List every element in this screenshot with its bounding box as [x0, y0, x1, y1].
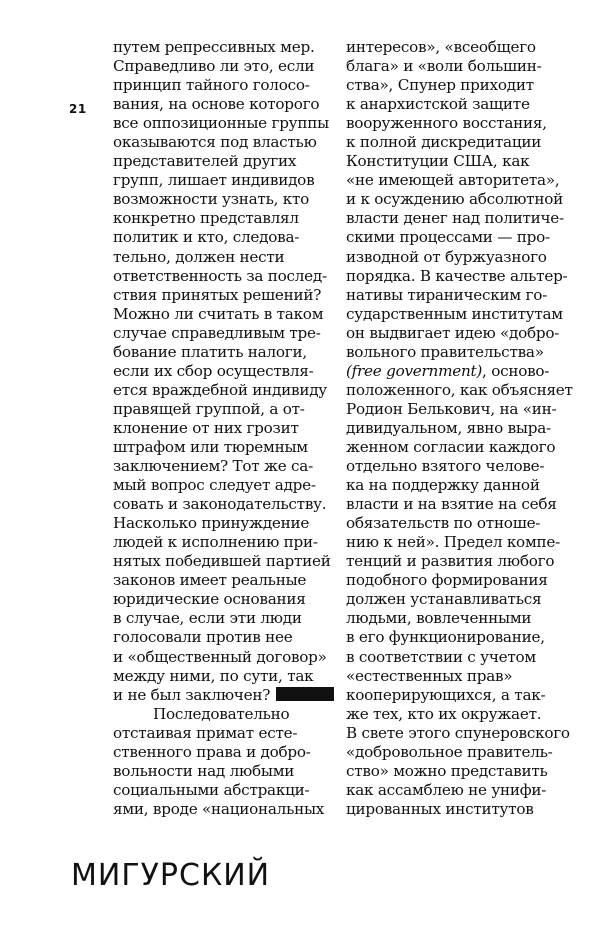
text-line: законов имеет реальные: [113, 571, 307, 590]
text-line: вольного правительства»: [346, 342, 544, 361]
text-line: ство» можно представить: [346, 761, 548, 780]
author-name: МИГУРСКИЙ: [71, 858, 271, 893]
text-line: людей к исполнению при-: [113, 533, 318, 552]
text-line: вольности над любыми: [113, 761, 295, 780]
text-line: мый вопрос следует адре-: [113, 476, 316, 495]
text-line: к полной дискредитации: [346, 133, 542, 152]
text-line: в соответствии с учетом: [346, 647, 536, 666]
text-line: представителей других: [113, 152, 297, 171]
text-line: принцип тайного голосо-: [113, 76, 310, 95]
text-line: бование платить налоги,: [113, 342, 307, 361]
text-line: сударственным институтам: [346, 304, 563, 323]
text-line: голосовали против нее: [113, 628, 293, 647]
text-line: в случае, если эти люди: [113, 609, 302, 628]
text-line: ответственность за послед-: [113, 266, 327, 285]
text-line: оказываются под властью: [113, 133, 317, 152]
text-line: совать и законодательству.: [113, 495, 327, 514]
text-line: политик и кто, следова-: [113, 228, 300, 247]
text-line: положенного, как объясняет: [346, 380, 573, 399]
text-line: ственного права и добро-: [113, 742, 311, 761]
text-line: конкретно представлял: [113, 209, 299, 228]
text-line: Конституции США, как: [346, 152, 530, 171]
text-line: случае справедливым тре-: [113, 323, 321, 342]
text-line: же тех, кто их окружает.: [346, 704, 542, 723]
text-line: обязательств по отноше-: [346, 514, 541, 533]
text-line: кооперирующихся, а так-: [346, 685, 546, 704]
text-line: Последовательно: [153, 704, 290, 723]
page-number: 21: [69, 102, 87, 116]
text-line: между ними, по сути, так: [113, 666, 314, 685]
text-line: отстаивая примат есте-: [113, 723, 298, 742]
text-line: подобного формирования: [346, 571, 548, 590]
text-line: и не был заключен?: [113, 686, 328, 705]
text-line: ями, вроде «национальных: [113, 799, 325, 818]
text-line: ства», Спунер приходит: [346, 76, 534, 95]
text-line: нятых победившей партией: [113, 552, 331, 571]
text-line: цированных институтов: [346, 799, 534, 818]
text-line: «добровольное правитель-: [346, 742, 553, 761]
text-line: порядка. В качестве альтер-: [346, 266, 568, 285]
text-line: групп, лишает индивидов: [113, 171, 315, 190]
text-line: юридические основания: [113, 590, 306, 609]
text-line: вания, на основе которого: [113, 95, 320, 114]
text-line: если их сбор осуществля-: [113, 361, 314, 380]
text-line: правящей группой, а от-: [113, 399, 305, 418]
text-line: блага» и «воли большин-: [346, 57, 542, 76]
text-line: нативы тираническим го-: [346, 285, 547, 304]
text-line: заключением? Тот же са-: [113, 457, 313, 476]
text-line: Можно ли считать в таком: [113, 304, 324, 323]
text-line: штрафом или тюремным: [113, 437, 308, 456]
text-line: дивидуальном, явно выра-: [346, 418, 551, 437]
text-line: нию к ней». Предел компе-: [346, 533, 561, 552]
text-line: [346, 362, 566, 381]
text-line: интересов», «всеобщего: [346, 38, 536, 56]
text-line: как ассамблею не унифи-: [346, 780, 547, 799]
text-line: в его функционирование,: [346, 628, 545, 647]
text-line: и к осуждению абсолютной: [346, 190, 563, 209]
text-line: В свете этого спунеровского: [346, 723, 570, 742]
text-line: женном согласии каждого: [346, 437, 556, 456]
text-line: ется враждебной индивиду: [113, 380, 327, 399]
text-line: путем репрессивных мер.: [113, 38, 315, 56]
text-line: все оппозиционные группы: [113, 114, 329, 133]
italic-phrase: (free government): [346, 361, 483, 380]
text-line: Насколько принуждение: [113, 514, 310, 533]
right-text-column: [346, 38, 573, 819]
text-line: Родион Белькович, на «ин-: [346, 399, 557, 418]
text-line: клонение от них грозит: [113, 418, 299, 437]
text-line: тенций и развития любого: [346, 552, 555, 571]
redaction-bar: [276, 687, 334, 701]
text-line: ствия принятых решений?: [113, 285, 322, 304]
text-line: власти денег над политиче-: [346, 209, 564, 228]
text-fragment: , осново-: [482, 361, 550, 380]
text-line: ка на поддержку данной: [346, 476, 540, 495]
text-line: к анархистской защите: [346, 95, 530, 114]
text-line: тельно, должен нести: [113, 247, 285, 266]
text-line: «не имеющей авторитета»,: [346, 171, 560, 190]
text-line: отдельно взятого челове-: [346, 457, 545, 476]
text-line: должен устанавливаться: [346, 590, 542, 609]
left-text-column: [113, 38, 331, 819]
text-line: изводной от буржуазного: [346, 247, 547, 266]
text-line: «естественных прав»: [346, 666, 513, 685]
text-line: Справедливо ли это, если: [113, 57, 315, 76]
text-line: и «общественный договор»: [113, 647, 327, 666]
text-line: он выдвигает идею «добро-: [346, 323, 560, 342]
text-line: вооруженного восстания,: [346, 114, 547, 133]
text-line: скими процессами — про-: [346, 228, 550, 247]
text-line: возможности узнать, кто: [113, 190, 310, 209]
text-line: власти и на взятие на себя: [346, 495, 557, 514]
text-line: людьми, вовлеченными: [346, 609, 532, 628]
text-line: социальными абстракци-: [113, 780, 310, 799]
